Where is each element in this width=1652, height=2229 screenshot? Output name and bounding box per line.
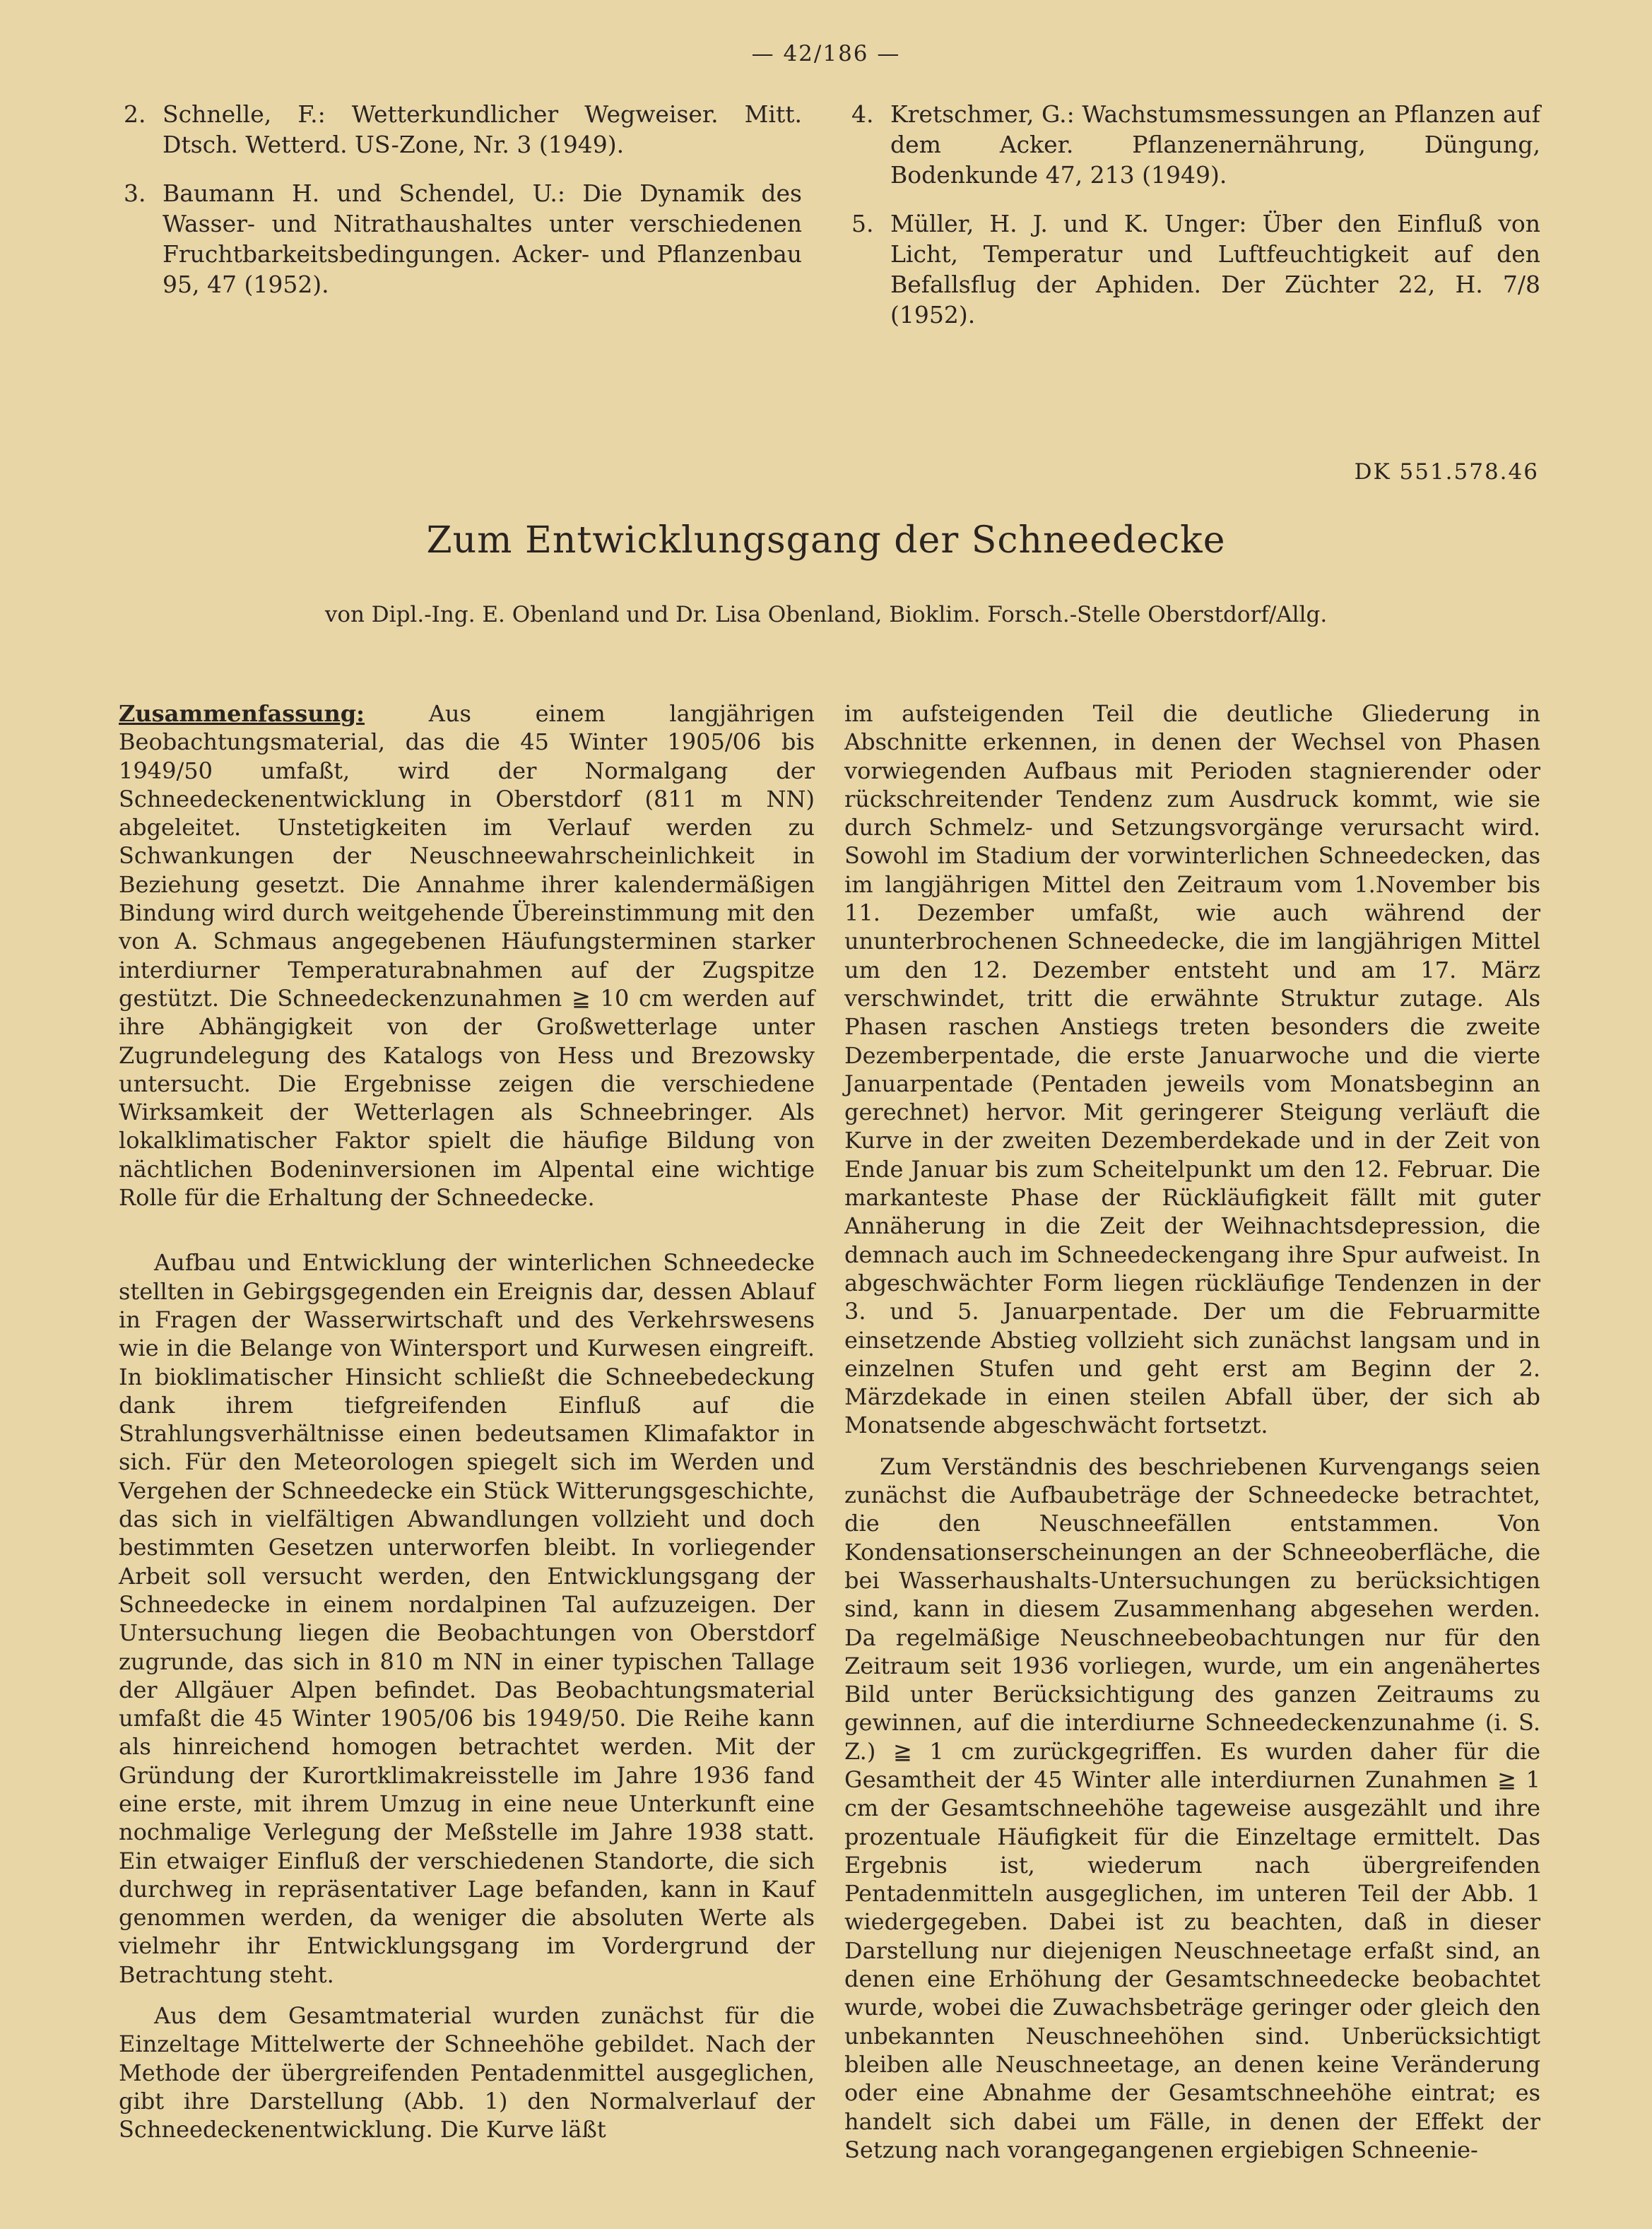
reference-text: Müller, H. J. und K. Unger: Über den Einfluß von Licht, Temperatur und Luftfeuchtigkeit auf den Befallsflug der Aphiden. Der Züchter 22, H. 7/8 (1952).: [890, 210, 1540, 329]
reference-item: [124, 178, 802, 300]
reference-item: [851, 99, 1540, 190]
reference-number: 4.: [851, 100, 874, 128]
text-column-right: [844, 699, 1540, 2164]
reference-text: Schnelle, F.: Wetterkundlicher Wegweiser. Mitt. Dtsch. Wetterd. US-Zone, Nr. 3 (1949).: [163, 100, 802, 158]
paragraph: im aufsteigenden Teil die deutliche Gliederung in Abschnitte erkennen, in denen der Wechsel von Phasen vorwiegenden Aufbaus mit Perioden stagnierender oder rückschreitender Tendenz zum Ausdruck kommt, wie sie durch Schmelz- und Setzungsvorgänge verursacht wird. Sowohl im Stadium der vorwinterlichen Schneedecken, das im langjährigen Mittel den Zeitraum vom 1.November bis 11. Dezember umfaßt, wie auch während der ununterbrochenen Schneedecke, die im langjährigen Mittel um den 12. Dezember entsteht und am 17. März verschwindet, tritt die erwähnte Struktur zutage. Als Phasen raschen Anstiegs treten besonders die zweite Dezemberpentade, die erste Januarwoche und die vierte Januarpentade (Pentaden jeweils vom Monatsbeginn an gerechnet) hervor. Mit geringerer Steigung verläuft die Kurve in der zweiten Dezemberdekade und in der Zeit von Ende Januar bis zum Scheitelpunkt um den 12. Februar. Die markanteste Phase der Rückläufigkeit fällt mit guter Annäherung in die Zeit der Weihnachtsdepression, die demnach auch im Schneedeckengang ihre Spur aufweist. In abgeschwächter Form liegen rückläufige Tendenzen in der 3. und 5. Januarpentade. Der um die Februarmitte einsetzende Abstieg vollzieht sich zunächst langsam und in einzelnen Stufen und geht erst am Beginn der 2. Märzdekade in einen steilen Abfall über, der sich ab Monatsende abgeschwächt fortsetzt.: [844, 700, 1540, 1439]
reference-number: 3.: [124, 179, 146, 207]
reference-item: [124, 99, 802, 160]
paragraph: Aus dem Gesamtmaterial wurden zunächst für die Einzeltage Mittelwerte der Schneehöhe gebildet. Nach der Methode der übergreifenden Pentadenmittel ausgeglichen, gibt ihre Darstellung (Abb. 1) den Normalverlauf der Schneedeckenentwicklung. Die Kurve läßt: [119, 2002, 815, 2144]
article-title: Zum Entwicklungsgang der Schneedecke: [426, 519, 1226, 562]
references-right: [851, 99, 1540, 348]
abstract-text: Aus einem langjährigen Beobachtungsmaterial, das die 45 Winter 1905/06 bis 1949/50 umfaßt, wird der Normalgang der Schneedeckenentwicklung in Oberstdorf (811 m NN) abgeleitet. Unstetigkeiten im Verlauf werden zu Schwankungen der Neuschneewahrscheinlichkeit in Beziehung gesetzt. Die Annahme ihrer kalendermäßigen Bindung wird durch weitgehende Übereinstimmung mit den von A. Schmaus angegebenen Häufungsterminen starker interdiurner Temperaturabnahmen auf der Zugspitze gestützt. Die Schneedeckenzunahmen ≧ 10 cm werden auf ihre Abhängigkeit von der Großwetterlage unter Zugrundelegung des Katalogs von Hess und Brezowsky untersucht. Die Ergebnisse zeigen die verschiedene Wirksamkeit der Wetterlagen als Schneebringer. Als lokalklimatischer Faktor spielt die häufige Bildung von nächtlichen Bodeninversionen im Alpental eine wichtige Rolle für die Erhaltung der Schneedecke.: [119, 700, 815, 1212]
classification-code: DK 551.578.46: [1354, 459, 1539, 485]
paragraph: Aufbau und Entwicklung der winterlichen Schneedecke stellten in Gebirgsgegenden ein Ereignis dar, dessen Ablauf in Fragen der Wasserwirtschaft und des Verkehrswesens wie in die Belange von Wintersport und Kurwesen eingreift. In bioklimatischer Hinsicht schließt die Schneebedeckung dank ihrem tiefgreifenden Einfluß auf die Strahlungsverhältnisse einen bedeutsamen Klimafaktor in sich. Für den Meteorologen spiegelt sich im Werden und Vergehen der Schneedecke ein Stück Witterungsgeschichte, das sich in vielfältigen Abwandlungen vollzieht und doch bestimmten Gesetzen unterworfen bleibt. In vorliegender Arbeit soll versucht werden, den Entwicklungsgang der Schneedecke in einem nordalpinen Tal aufzuzeigen. Der Untersuchung liegen die Beobachtungen von Oberstdorf zugrunde, das sich in 810 m NN in einer typischen Tallage der Allgäuer Alpen befindet. Das Beobachtungsmaterial umfaßt die 45 Winter 1905/06 bis 1949/50. Die Reihe kann als hinreichend homogen betrachtet werden. Mit der Gründung der Kurortklimakreisstelle im Jahre 1936 fand eine erste, mit ihrem Umzug in eine neue Unterkunft eine nochmalige Verlegung der Meßstelle im Jahre 1938 statt. Ein etwaiger Einfluß der verschiedenen Standorte, die sich durchweg in repräsentativer Lage befanden, kann in Kauf genommen werden, da weniger die absoluten Werte als vielmehr ihr Entwicklungsgang im Vordergrund der Betrachtung steht.: [119, 1249, 815, 1988]
text-column-left: [119, 699, 815, 2144]
reference-text: Baumann H. und Schendel, U.: Die Dynamik des Wasser- und Nitrathaushaltes unter verschiedenen Fruchtbarkeitsbedingungen. Acker- und Pflanzenbau 95, 47 (1952).: [163, 179, 802, 298]
references-left: [124, 99, 802, 318]
abstract: [119, 699, 815, 1212]
reference-number: 2.: [124, 100, 146, 128]
paragraph: Zum Verständnis des beschriebenen Kurvengangs seien zunächst die Aufbaubeträge der Schneedecke betrachtet, die den Neuschneefällen entstammen. Von Kondensationserscheinungen an der Schneeoberfläche, die bei Wasserhaushalts-Untersuchungen zu berücksichtigen sind, kann in diesem Zusammenhang abgesehen werden. Da regelmäßige Neuschneebeobachtungen nur für den Zeitraum seit 1936 vorliegen, wurde, um ein angenähertes Bild unter Berücksichtigung des ganzen Zeitraums zu gewinnen, auf die interdiurne Schneedeckenzunahme (i. S. Z.) ≧ 1 cm zurückgegriffen. Es wurden daher für die Gesamtheit der 45 Winter alle interdiurnen Zunahmen ≧ 1 cm der Gesamtschneehöhe tageweise ausgezählt und ihre prozentuale Häufigkeit für die Einzeltage ermittelt. Das Ergebnis ist, wiederum nach übergreifenden Pentadenmitteln ausgeglichen, im unteren Teil der Abb. 1 wiedergegeben. Dabei ist zu beachten, daß in dieser Darstellung nur diejenigen Neuschneetage erfaßt sind, an denen eine Erhöhung der Gesamtschneedecke beobachtet wurde, wobei die Zuwachsbeträge geringer oder gleich den unbekannten Neuschneehöhen sind. Unberücksichtigt bleiben alle Neuschneetage, an denen keine Veränderung oder eine Abnahme der Gesamtschneehöhe eintrat; es handelt sich dabei um Fälle, in denen der Effekt der Setzung nach vorangegangenen ergiebigen Schneenie-: [844, 1453, 1540, 2163]
abstract-heading: Zusammenfassung:: [119, 700, 365, 727]
reference-number: 5.: [851, 210, 874, 237]
article-byline: von Dipl.-Ing. E. Obenland und Dr. Lisa Obenland, Bioklim. Forsch.-Stelle Oberstdorf/Allg.: [324, 602, 1328, 627]
reference-item: [851, 208, 1540, 330]
page-number: — 42/186 —: [751, 41, 901, 66]
reference-text: Kretschmer, G.: Wachstumsmessungen an Pflanzen auf dem Acker. Pflanzenernährung, Düngung, Bodenkunde 47, 213 (1949).: [890, 100, 1540, 189]
